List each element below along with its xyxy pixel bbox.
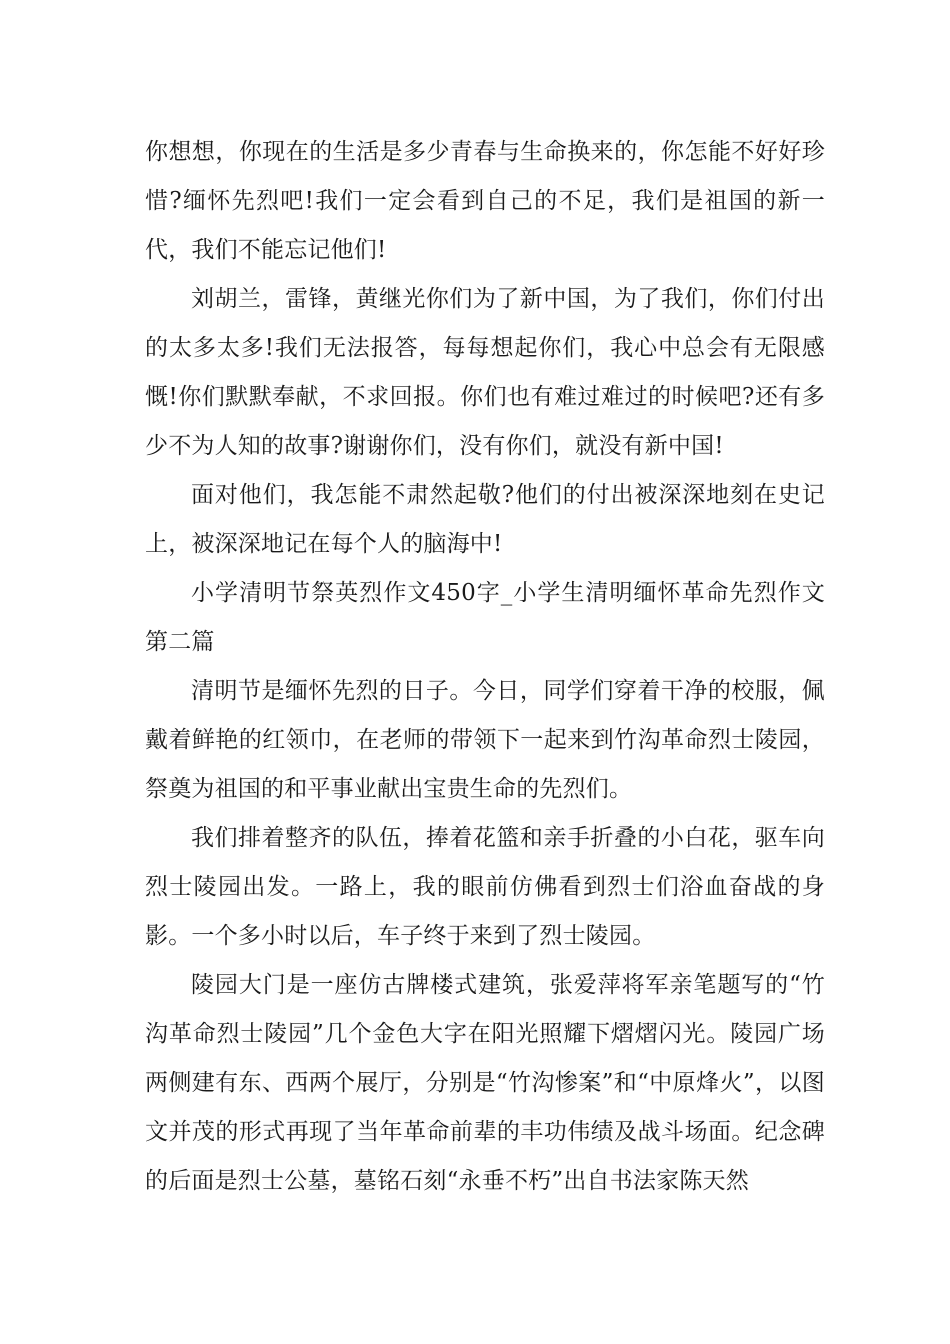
paragraph-6: 陵园大门是一座仿古牌楼式建筑，张爱萍将军亲笔题写的“竹沟革命烈士陵园”几个金色大字在阳光照耀下熠熠闪光。陵园广场两侧建有东、西两个展厅，分别是“竹沟惨案”和“中原烽火”，以图文并茂的形式再现了当年革命前辈的丰功伟绩及战斗场面。纪念碑的后面是烈士公墓，墓铭石刻“永垂不朽”出自书法家陈天然 bbox=[145, 972, 825, 1194]
document-body bbox=[145, 128, 825, 1206]
paragraph-1: 你想想，你现在的生活是多少青春与生命换来的，你怎能不好好珍惜?缅怀先烈吧!我们一定会看到自己的不足，我们是祖国的新一代，我们不能忘记他们! bbox=[145, 139, 825, 263]
section-heading: 小学清明节祭英烈作文450字_小学生清明缅怀革命先烈作文第二篇 bbox=[145, 580, 825, 655]
paragraph-4: 清明节是缅怀先烈的日子。今日，同学们穿着干净的校服，佩戴着鲜艳的红领巾，在老师的带领下一起来到竹沟革命烈士陵园，祭奠为祖国的和平事业献出宝贵生命的先烈们。 bbox=[145, 678, 825, 802]
paragraph-3: 面对他们，我怎能不肃然起敬?他们的付出被深深地刻在史记上，被深深地记在每个人的脑海中! bbox=[145, 482, 825, 557]
paragraph-2: 刘胡兰，雷锋，黄继光你们为了新中国，为了我们，你们付出的太多太多!我们无法报答，每每想起你们，我心中总会有无限感慨!你们默默奉献，不求回报。你们也有难过难过的时候吧?还有多少不为人知的故事?谢谢你们，没有你们，就没有新中国! bbox=[145, 286, 825, 459]
paragraph-5: 我们排着整齐的队伍，捧着花篮和亲手折叠的小白花，驱车向烈士陵园出发。一路上，我的眼前仿佛看到烈士们浴血奋战的身影。一个多小时以后，车子终于来到了烈士陵园。 bbox=[145, 825, 825, 949]
